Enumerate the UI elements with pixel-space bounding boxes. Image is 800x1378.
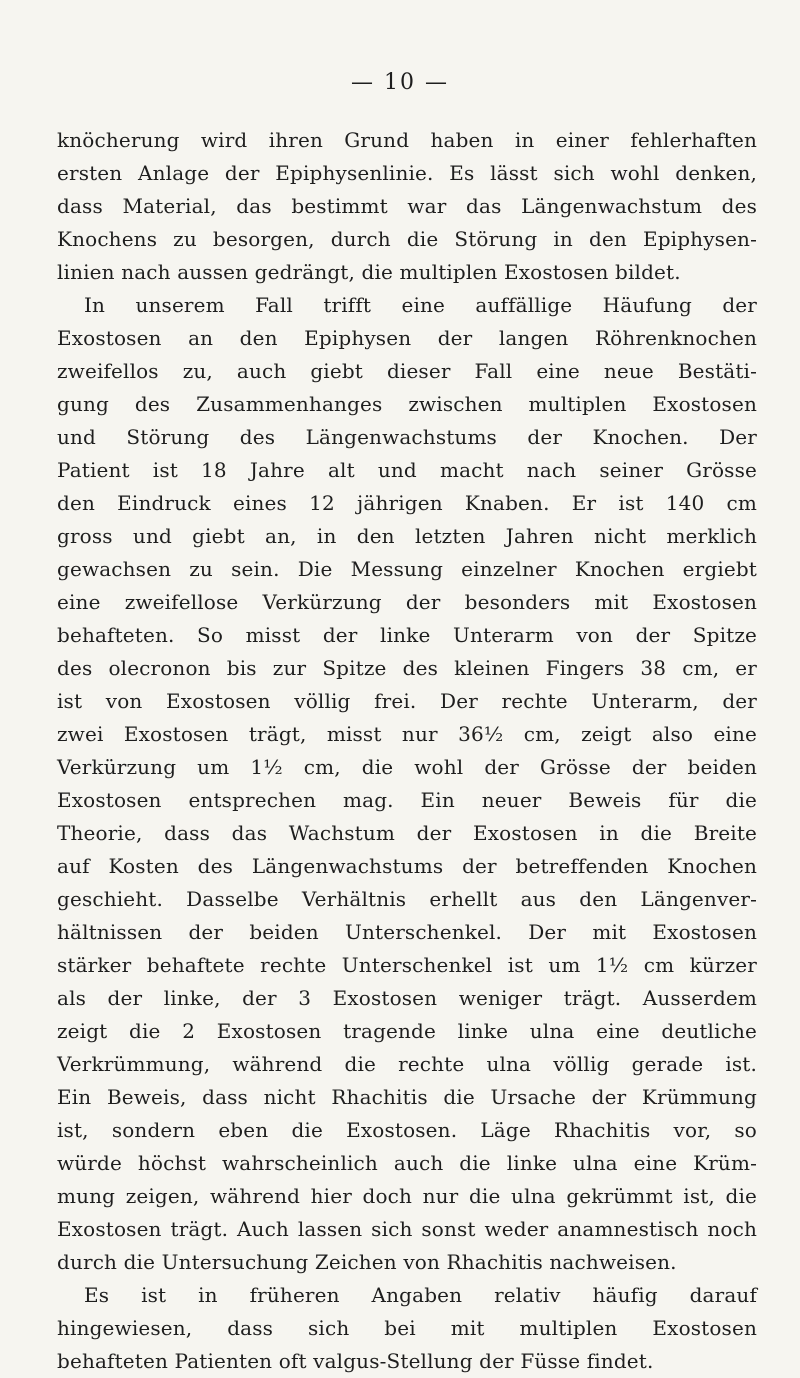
text-line: Exostosen entsprechen mag. Ein neuer Beweis für die <box>57 788 757 812</box>
text-line: zeigt die 2 Exostosen tragende linke ulna eine deutliche <box>57 1019 757 1043</box>
text-line: eine zweifellose Verkürzung der besonders mit Exostosen <box>57 590 757 614</box>
page-number: — 10 — <box>351 70 449 95</box>
text-line: In unserem Fall trifft eine auffällige Häufung der <box>84 293 757 317</box>
text-line: dass Material, das bestimmt war das Längenwachstum des <box>57 194 757 218</box>
text-line: gewachsen zu sein. Die Messung einzelner Knochen ergiebt <box>57 557 757 581</box>
text-line: des olecronon bis zur Spitze des kleinen Fingers 38 cm, er <box>57 656 757 680</box>
text-line: Patient ist 18 Jahre alt und macht nach seiner Grösse <box>57 458 757 482</box>
text-line: gung des Zusammenhanges zwischen multiplen Exostosen <box>57 392 757 416</box>
text-line: hingewiesen, dass sich bei mit multiplen Exostosen <box>57 1316 757 1340</box>
text-line: und Störung des Längenwachstums der Knochen. Der <box>57 425 757 449</box>
text-line: Verkürzung um 1½ cm, die wohl der Grösse der beiden <box>57 755 757 779</box>
text-line: durch die Untersuchung Zeichen von Rhachitis nachweisen. <box>57 1250 677 1274</box>
text-line: zweifellos zu, auch giebt dieser Fall eine neue Bestäti- <box>57 359 757 383</box>
text-line: Verkrümmung, während die rechte ulna völlig gerade ist. <box>57 1052 757 1076</box>
text-line: geschieht. Dasselbe Verhältnis erhellt aus den Längenver- <box>57 887 757 911</box>
text-line: gross und giebt an, in den letzten Jahren nicht merklich <box>57 524 757 548</box>
text-line: Es ist in früheren Angaben relativ häufig darauf <box>84 1283 757 1307</box>
text-line: den Eindruck eines 12 jährigen Knaben. Er ist 140 cm <box>57 491 757 515</box>
text-line: linien nach aussen gedrängt, die multiplen Exostosen bildet. <box>57 260 681 284</box>
text-line: zwei Exostosen trägt, misst nur 36½ cm, zeigt also eine <box>57 722 757 746</box>
text-line: behafteten. So misst der linke Unterarm von der Spitze <box>57 623 757 647</box>
text-line: Knochens zu besorgen, durch die Störung in den Epiphysen- <box>57 227 757 251</box>
text-line: knöcherung wird ihren Grund haben in einer fehlerhaften <box>57 128 757 152</box>
text-line: würde höchst wahrscheinlich auch die linke ulna eine Krüm- <box>57 1151 757 1175</box>
text-line: Theorie, dass das Wachstum der Exostosen in die Breite <box>57 821 757 845</box>
text-line: mung zeigen, während hier doch nur die ulna gekrümmt ist, die <box>57 1184 757 1208</box>
text-line: als der linke, der 3 Exostosen weniger trägt. Ausserdem <box>57 986 757 1010</box>
text-line: Exostosen an den Epiphysen der langen Röhrenknochen <box>57 326 757 350</box>
text-line: Ein Beweis, dass nicht Rhachitis die Ursache der Krümmung <box>57 1085 757 1109</box>
text-line: ist, sondern eben die Exostosen. Läge Rhachitis vor, so <box>57 1118 757 1142</box>
text-line: behafteten Patienten oft valgus-Stellung der Füsse findet. <box>57 1349 654 1373</box>
text-line: hältnissen der beiden Unterschenkel. Der mit Exostosen <box>57 920 757 944</box>
text-line: Exostosen trägt. Auch lassen sich sonst weder anamnestisch noch <box>57 1217 757 1241</box>
text-line: ersten Anlage der Epiphysenlinie. Es lässt sich wohl denken, <box>57 161 757 185</box>
body-text <box>57 124 757 1378</box>
text-line: auf Kosten des Längenwachstums der betreffenden Knochen <box>57 854 757 878</box>
text-line: stärker behaftete rechte Unterschenkel ist um 1½ cm kürzer <box>57 953 757 977</box>
text-line: ist von Exostosen völlig frei. Der rechte Unterarm, der <box>57 689 757 713</box>
